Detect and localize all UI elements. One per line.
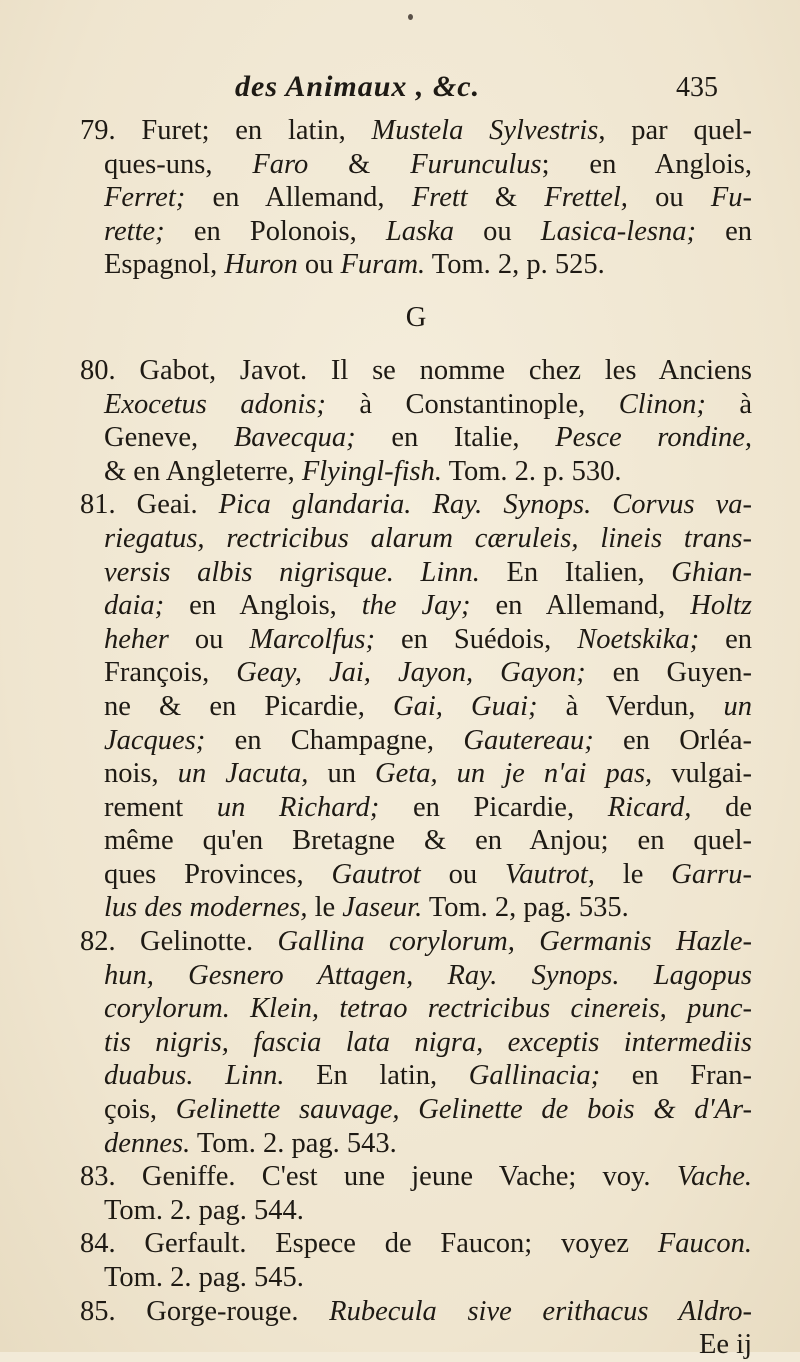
text-line: rette; en Polonois, Laska ou Lasica-lesna; en <box>104 215 752 247</box>
signature-mark: Ee ij <box>698 1329 752 1361</box>
page-text <box>80 114 752 1362</box>
text-line: tis nigris, fascia lata nigra, exceptis intermediis <box>104 1026 752 1058</box>
text-line: 80. Gabot, Javot. Il se nomme chez les Anciens <box>80 354 752 386</box>
ink-speck <box>408 14 413 20</box>
text-line: Espagnol, Huron ou Furam. Tom. 2, p. 525. <box>104 249 605 281</box>
text-line: Jacques; en Champagne, Gautereau; en Orléa- <box>104 724 753 756</box>
text-line: 84. Gerfault. Espece de Faucon; voyez Faucon. <box>80 1228 752 1260</box>
text-line: Tom. 2. pag. 544. <box>104 1194 304 1226</box>
text-line: 83. Geniffe. C'est une jeune Vache; voy. Vache. <box>80 1161 752 1193</box>
text-line: riegatus, rectricibus alarum cæruleis, lineis trans- <box>104 522 752 554</box>
text-line: Tom. 2. pag. 545. <box>104 1262 304 1293</box>
text-line: 82. Gelinotte. Gallina corylorum, Germanis Hazle- <box>80 926 752 958</box>
text-line: ques Provinces, Gautrot ou Vautrot, le Garru- <box>104 858 753 890</box>
text-line: ne & en Picardie, Gai, Guai; à Verdun, un <box>104 690 752 722</box>
text-line: Exocetus adonis; à Constantinople, Clinon; à <box>104 388 752 420</box>
text-line: ques-uns, Faro & Furunculus; en Anglois, <box>104 148 752 180</box>
text-line: duabus. Linn. En latin, Gallinacia; en Fran- <box>104 1060 752 1092</box>
text-line: hun, Gesnero Attagen, Ray. Synops. Lagopus <box>104 959 752 991</box>
text-line: lus des modernes, le Jaseur. Tom. 2, pag. 535. <box>104 892 629 924</box>
text-line: 79. Furet; en latin, Mustela Sylvestris, par quel- <box>80 115 753 146</box>
page-number: 435 <box>676 72 718 103</box>
text-line: dennes. Tom. 2. pag. 543. <box>104 1127 397 1159</box>
text-line: daia; en Anglois, the Jay; en Allemand, Holtz <box>104 590 752 622</box>
text-line: 81. Geai. Pica glandaria. Ray. Synops. Corvus va- <box>80 489 752 521</box>
text-line: Ferret; en Allemand, Frett & Frettel, ou Fu- <box>104 182 753 214</box>
text-line: rement un Richard; en Picardie, Ricard, de <box>104 791 752 823</box>
text-line: François, Geay, Jai, Jayon, Gayon; en Guyen- <box>104 657 753 689</box>
text-line: & en Angleterre, Flyingl-fish. Tom. 2. p. 530. <box>104 455 622 487</box>
text-line: 85. Gorge-rouge. Rubecula sive erithacus Aldro- <box>80 1295 752 1327</box>
text-line: heher ou Marcolfus; en Suédois, Noetskika; en <box>104 623 752 655</box>
text-line: corylorum. Klein, tetrao rectricibus cinereis, punc- <box>104 993 752 1025</box>
text-line: même qu'en Bretagne & en Anjou; en quel- <box>104 825 752 857</box>
running-title: des Animaux , &c. <box>235 70 481 103</box>
text-line: nois, un Jacuta, un Geta, un je n'ai pas, vulgai- <box>104 758 752 790</box>
running-header <box>0 70 800 110</box>
text-line: çois, Gelinette sauvage, Gelinette de bois & d'Ar- <box>104 1094 752 1126</box>
text-line: versis albis nigrisque. Linn. En Italien, Ghian- <box>104 556 752 588</box>
text-line: Geneve, Bavecqua; en Italie, Pesce rondine, <box>104 422 753 454</box>
section-letter: G <box>405 301 427 333</box>
